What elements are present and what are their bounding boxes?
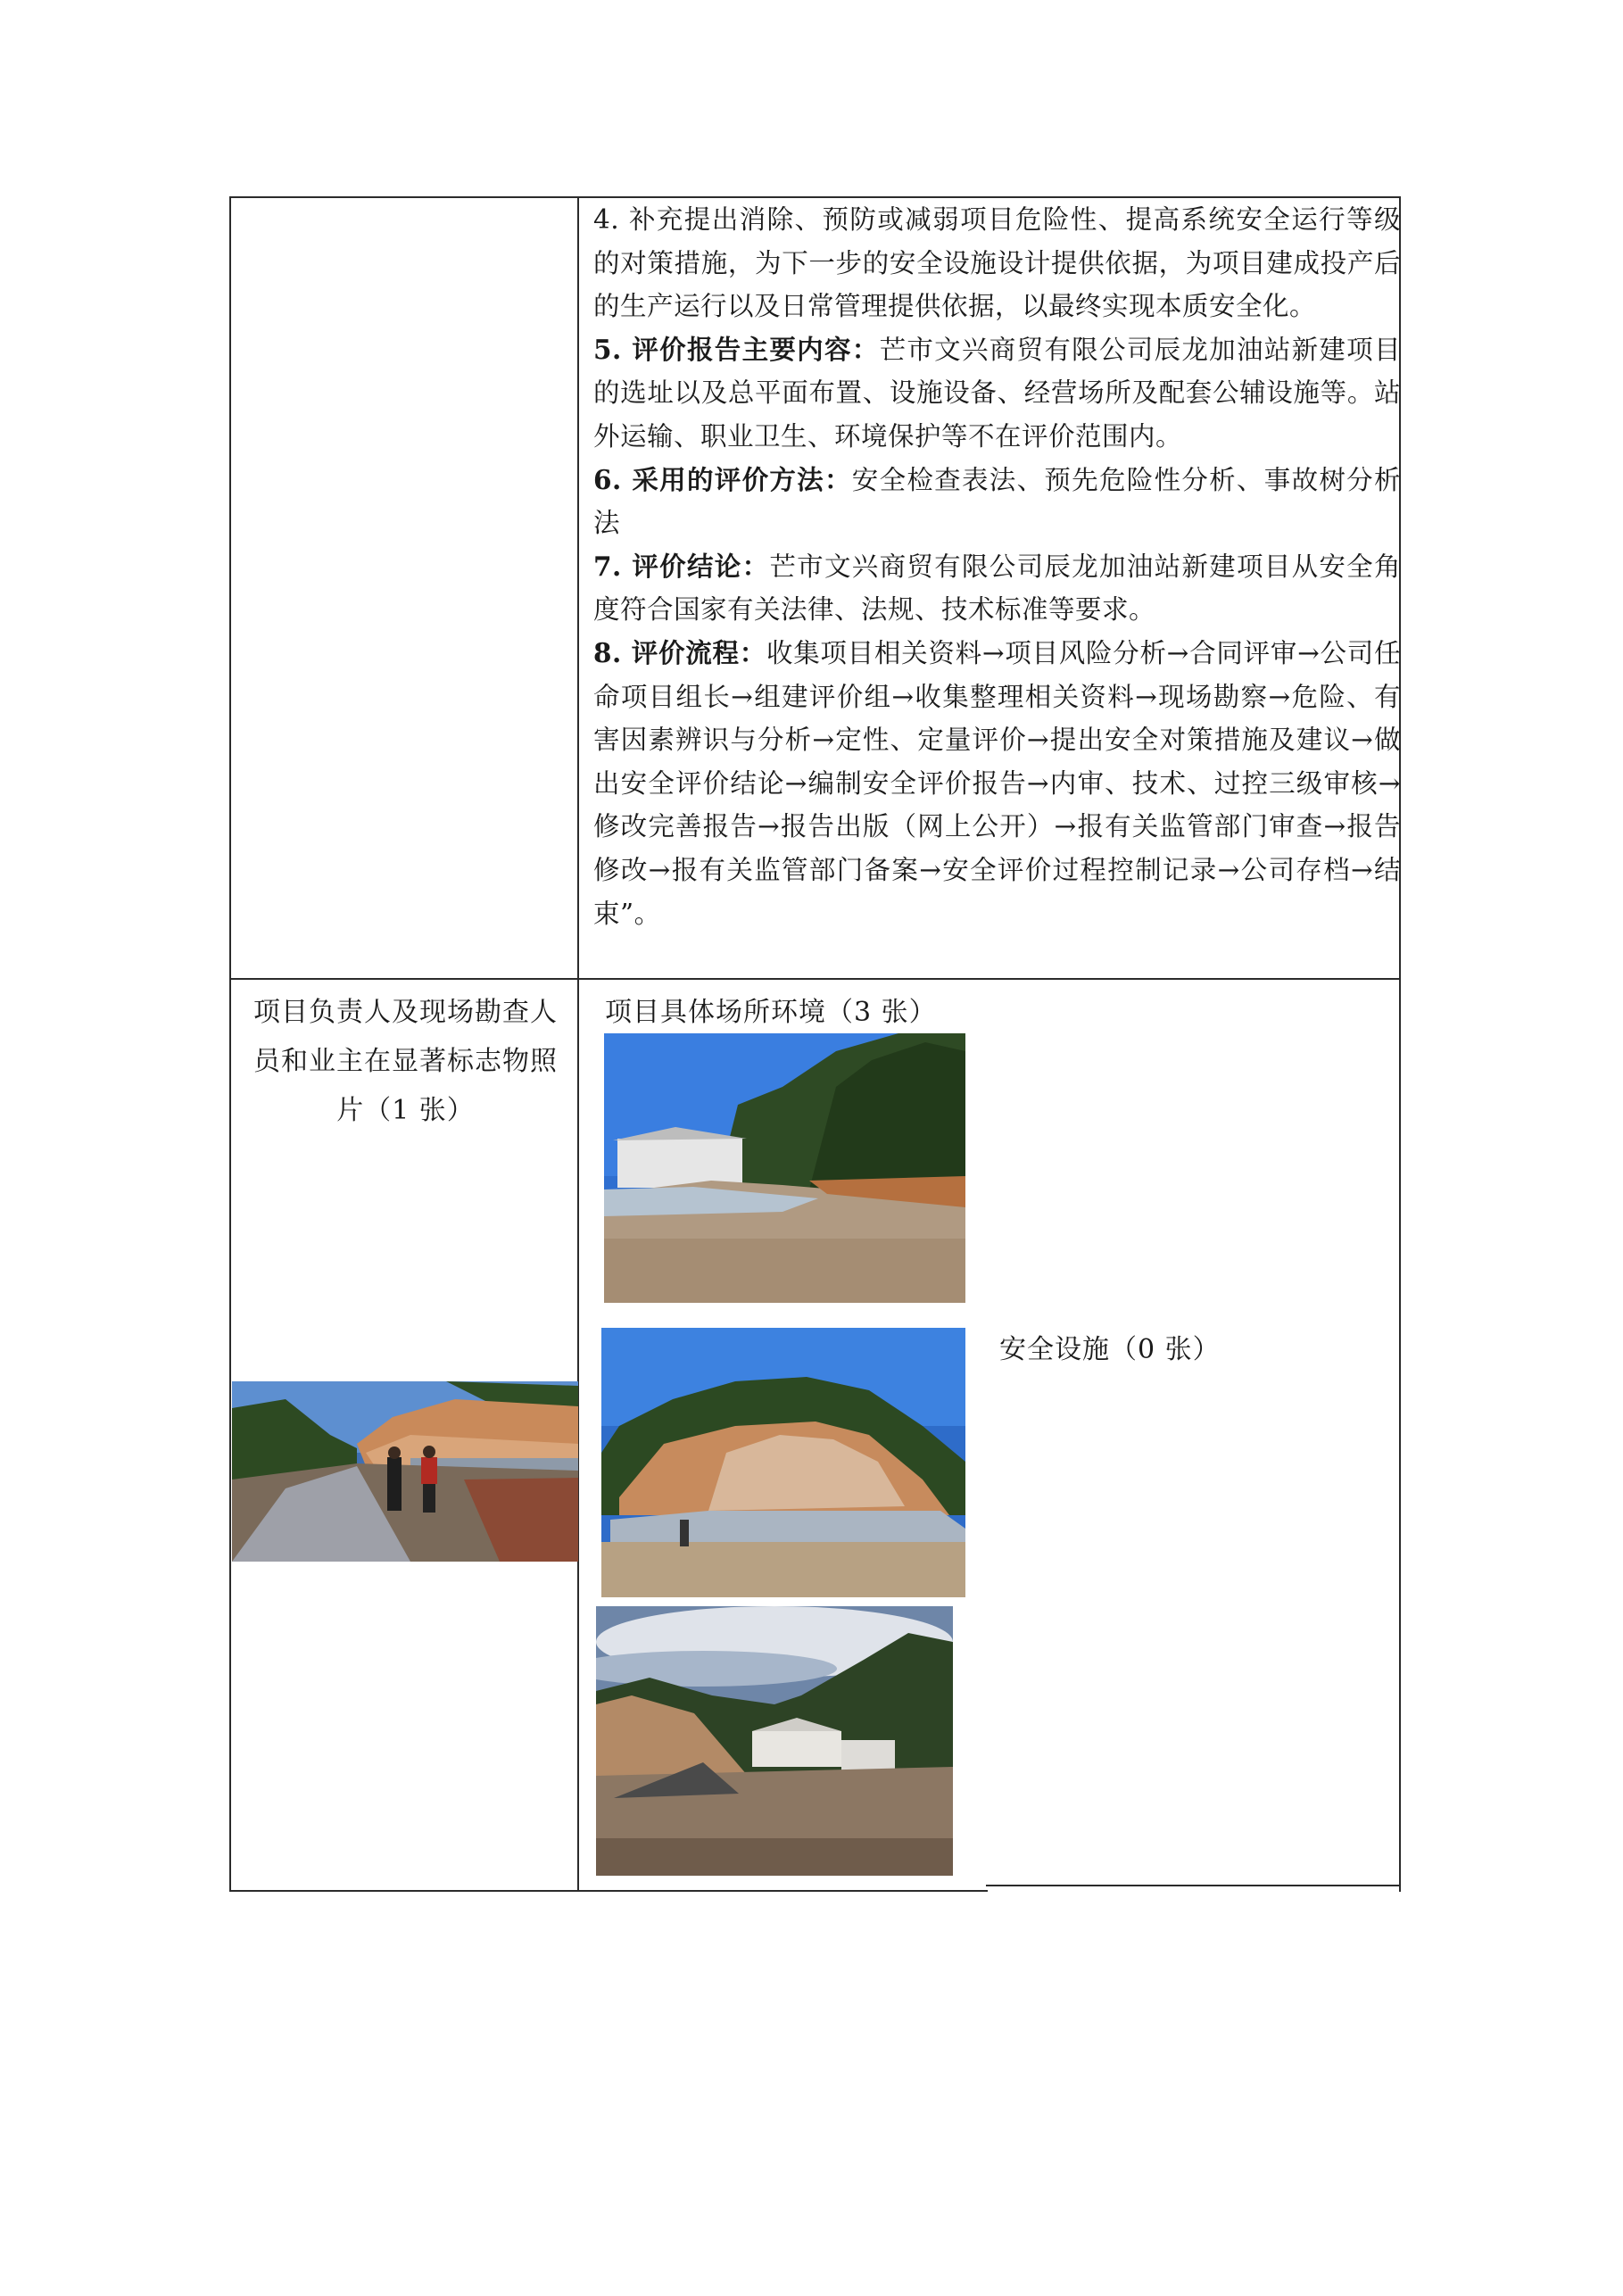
item-5-text: 芒市文兴商贸有限公司辰龙加油站新建项目的选址以及总平面布置、设施设备、经营场所及配套公辅设施等。站外运输、职业卫生、环境保护等不在评价范围内。 — [593, 334, 1401, 452]
item-5-title: 5. 评价报告主要内容： — [593, 333, 880, 365]
site-environment-photo-3 — [596, 1606, 953, 1876]
site-environment-photo-1 — [604, 1033, 965, 1303]
table-left-border — [229, 196, 231, 1892]
item-7-text: 芒市文兴商贸有限公司辰龙加油站新建项目从安全角度符合国家有关法律、法规、技术标准等要求。 — [593, 551, 1401, 626]
item-7-title: 7. 评价结论： — [593, 550, 770, 582]
middle-photo-label: 项目具体场所环境（3 张） — [605, 997, 937, 1028]
table-middle-divider — [577, 196, 579, 1892]
site-people-photo — [232, 1381, 578, 1562]
table-bottom-right-border — [986, 1885, 1401, 1886]
table-bottom-left-border — [229, 1890, 988, 1892]
item-4: 4. 补充提出消除、预防或减弱项目危险性、提高系统安全运行等级的对策措施，为下一步的安全设施设计提供依据，为项目建成投产后的生产运行以及日常管理提供依据，以最终实现本质安全化。 — [593, 204, 1401, 322]
row-divider — [229, 978, 1401, 980]
right-photo-label: 安全设施（0 张） — [999, 1334, 1221, 1365]
site-environment-photo-2 — [601, 1328, 965, 1597]
item-6-title: 6. 采用的评价方法： — [593, 463, 852, 495]
item-5 — [593, 328, 1401, 459]
item-7 — [593, 545, 1401, 632]
item-8-title: 8. 评价流程： — [593, 636, 766, 668]
evaluation-text-block — [593, 198, 1401, 935]
item-6 — [593, 459, 1401, 545]
item-6-text: 安全检查表法、预先危险性分析、事故树分析法 — [593, 464, 1401, 539]
item-8 — [593, 632, 1401, 935]
left-photo-label: 项目负责人及现场勘查人员和业主在显著标志物照片（1 张） — [253, 997, 558, 1126]
item-8-text: 收集项目相关资料→项目风险分析→合同评审→公司任命项目组长→组建评价组→收集整理相关资料→现场勘察→危险、有害因素辨识与分析→定性、定量评价→提出安全对策措施及建议→做出安全评价结论→编制安全评价报告→内审、技术、过控三级审核→修改完善报告→报告出版（网上公开）→报有关监管部门审查→报告修改→报有关监管部门备案→安全评价过程控制记录→公司存档→结束”。 — [593, 637, 1401, 929]
